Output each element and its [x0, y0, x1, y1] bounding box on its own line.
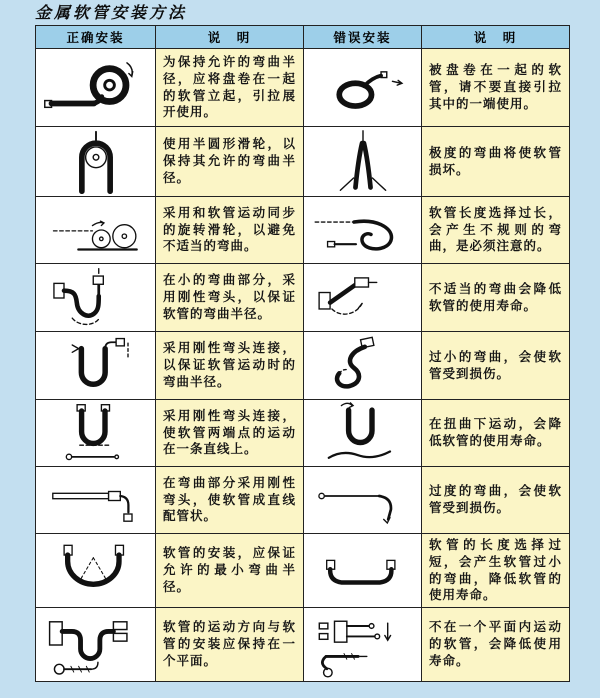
twisted-motion-icon: [306, 402, 420, 465]
excessive-bend-icon: [306, 469, 420, 532]
correct-image-cell: [36, 127, 156, 197]
table-row: [36, 400, 570, 467]
overlong-irregular-bend-icon: [306, 199, 420, 261]
correct-image-cell: [36, 197, 156, 264]
table-row: [36, 127, 570, 197]
correct-description: 为保持允许的弯曲半径，应将盘卷在一起的软管立起，引拉展开使用。: [156, 49, 304, 127]
improper-bend-icon: [306, 266, 420, 330]
correct-description: 软管的运动方向与软管的安装应保持在一个平面。: [156, 608, 304, 682]
correct-image-cell: [36, 467, 156, 534]
table-row: [36, 534, 570, 608]
correct-image-cell: [36, 400, 156, 467]
wrong-description: 被盘卷在一起的软管，请不要直接引拉其中的一端使用。: [422, 49, 570, 127]
table-row: [36, 467, 570, 534]
wrong-image-cell: [304, 332, 422, 400]
table-row: [36, 49, 570, 127]
correct-image-cell: [36, 534, 156, 608]
header-explanation-right: 说 明: [422, 26, 570, 49]
wrong-image-cell: [304, 49, 422, 127]
header-explanation-left: 说 明: [156, 26, 304, 49]
header-row: [36, 26, 570, 49]
correct-description: 采用刚性弯头连接，使软管两端点的运动在一条直线上。: [156, 400, 304, 467]
coil-pulled-end-icon: [306, 53, 420, 123]
extreme-bend-icon: [306, 129, 420, 195]
wrong-image-cell: [304, 467, 422, 534]
correct-image-cell: [36, 264, 156, 332]
wrong-description: 在扭曲下运动，会降低软管的使用寿命。: [422, 400, 570, 467]
out-of-plane-motion-icon: [306, 610, 420, 680]
rigid-elbow-small-bend-icon: [38, 266, 154, 330]
correct-image-cell: [36, 608, 156, 682]
straight-pipe-elbow-icon: [38, 469, 154, 532]
standing-coil-unroll-icon: [38, 53, 154, 123]
table-row: [36, 332, 570, 400]
inline-endpoint-motion-icon: [38, 402, 154, 465]
wrong-image-cell: [304, 608, 422, 682]
correct-description: 在小的弯曲部分，采用刚性弯头，以保证软管的弯曲半径。: [156, 264, 304, 332]
table-row: [36, 608, 570, 682]
correct-description: 在弯曲部分采用刚性弯头，使软管成直线配管状。: [156, 467, 304, 534]
correct-description: 使用半圆形滑轮，以保持其允许的弯曲半径。: [156, 127, 304, 197]
min-bend-radius-icon: [38, 540, 154, 602]
wrong-image-cell: [304, 264, 422, 332]
table-row: [36, 264, 570, 332]
single-plane-motion-icon: [38, 610, 154, 680]
page-title: 金属软管安装方法: [35, 3, 188, 22]
synchronized-rotating-pulleys-icon: [38, 199, 154, 261]
wrong-description: 过度的弯曲，会使软管受到损伤。: [422, 467, 570, 534]
wrong-image-cell: [304, 197, 422, 264]
correct-description: 采用和软管运动同步的旋转滑轮，以避免不适当的弯曲。: [156, 197, 304, 264]
wrong-image-cell: [304, 127, 422, 197]
rigid-elbow-motion-icon: [38, 334, 154, 398]
wrong-description: 极度的弯曲将使软管损坏。: [422, 127, 570, 197]
semicircular-pulley-icon: [38, 129, 154, 195]
header-wrong-install: 错误安装: [304, 26, 422, 49]
wrong-image-cell: [304, 534, 422, 608]
wrong-description: 过小的弯曲，会使软管受到损伤。: [422, 332, 570, 400]
correct-description: 采用刚性弯头连接，以保证软管运动时的弯曲半径。: [156, 332, 304, 400]
short-hose-icon: [306, 540, 420, 602]
too-small-bend-icon: [306, 334, 420, 398]
table-row: [36, 197, 570, 264]
correct-image-cell: [36, 332, 156, 400]
correct-image-cell: [36, 49, 156, 127]
wrong-image-cell: [304, 400, 422, 467]
wrong-description: 软管的长度选择过短，会产生软管过小的弯曲，降低软管的使用寿命。: [422, 534, 570, 608]
wrong-description: 不在一个平面内运动的软管，会降低使用寿命。: [422, 608, 570, 682]
wrong-description: 软管长度选择过长，会产生不规则的弯曲，是必须注意的。: [422, 197, 570, 264]
correct-description: 软管的安装，应保证允许的最小弯曲半径。: [156, 534, 304, 608]
wrong-description: 不适当的弯曲会降低软管的使用寿命。: [422, 264, 570, 332]
installation-table: [35, 25, 570, 682]
header-correct-install: 正确安装: [36, 26, 156, 49]
